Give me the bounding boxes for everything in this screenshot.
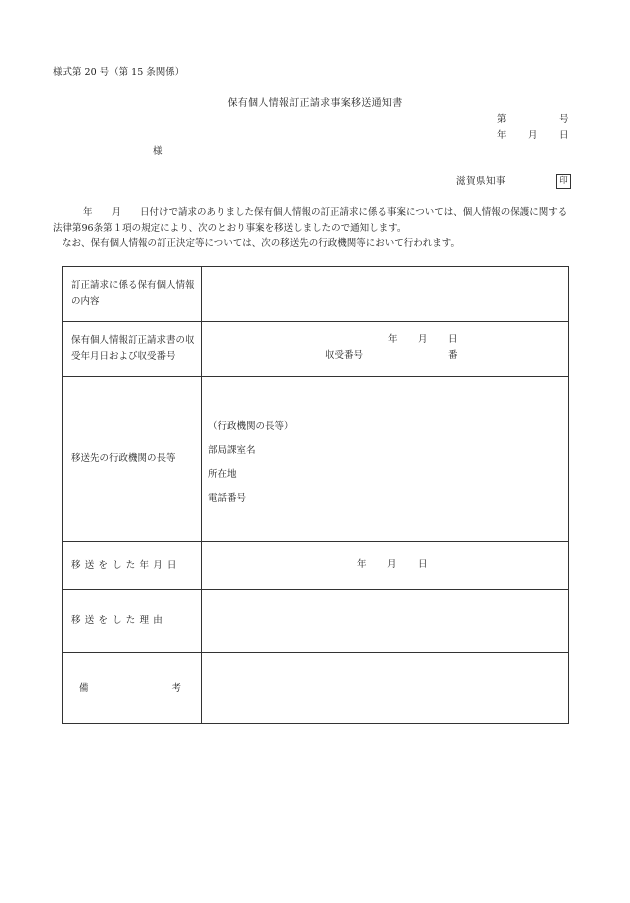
sender-name: 滋賀県知事 (456, 176, 507, 187)
row4-month: 月 (387, 559, 397, 570)
table-row (63, 267, 569, 322)
row1-value-cell (202, 267, 569, 322)
table-row (63, 542, 569, 590)
seal-mark: 印 (556, 174, 571, 189)
row4-year: 年 (357, 559, 367, 570)
date-day: 日 (559, 130, 569, 141)
document-title: 保有個人情報訂正請求事案移送通知書 (227, 98, 403, 109)
row2-receipt-label: 収受番号 (325, 350, 364, 361)
body-paragraph-1: 年 月 日付けで請求のありました保有個人情報の訂正請求に係る事案については、個人情報の保護に関する法律第96条第１項の規定により、次のとおり事案を移送しましたので通知します。 (53, 207, 568, 234)
row6-value-cell (202, 653, 569, 724)
row4-day: 日 (418, 559, 428, 570)
table-row (63, 590, 569, 653)
row5-label: 移送をした理由 (63, 590, 202, 653)
date-year: 年 (497, 130, 507, 141)
row3-phone: 電話番号 (208, 493, 247, 504)
body-text (53, 205, 573, 252)
row2-day: 日 (448, 334, 458, 345)
row2-label: 保有個人情報訂正請求書の収受年月日および収受番号 (63, 322, 202, 377)
row2-value-cell (202, 322, 569, 377)
table-row (63, 377, 569, 542)
notice-form-table (62, 266, 569, 724)
date-month: 月 (528, 130, 538, 141)
row3-dept: 部局課室名 (208, 445, 256, 456)
row3-label: 移送先の行政機関の長等 (63, 377, 202, 542)
row4-value-cell (202, 542, 569, 590)
row3-head: （行政機関の長等） (208, 421, 294, 432)
row4-label: 移送をした年月日 (63, 542, 202, 590)
addressee-suffix: 様 (153, 146, 163, 157)
table-row (63, 322, 569, 377)
table-row (63, 653, 569, 724)
row6-label-cell (63, 653, 202, 724)
row5-value-cell (202, 590, 569, 653)
row1-label: 訂正請求に係る保有個人情報の内容 (63, 267, 202, 322)
row3-address: 所在地 (208, 469, 237, 480)
doc-number-suffix: 号 (559, 114, 569, 125)
row6-label-left: 備 (79, 683, 89, 694)
row3-value-cell (202, 377, 569, 542)
doc-number-prefix: 第 (497, 114, 507, 125)
row6-label-right: 考 (171, 683, 181, 694)
body-paragraph-2: なお、保有個人情報の訂正決定等については、次の移送先の行政機関等において行われます。 (62, 238, 461, 249)
row2-month: 月 (418, 334, 428, 345)
form-number: 様式第 20 号（第 15 条関係） (53, 67, 185, 78)
row2-ban: 番 (448, 350, 458, 361)
row2-year: 年 (388, 334, 398, 345)
